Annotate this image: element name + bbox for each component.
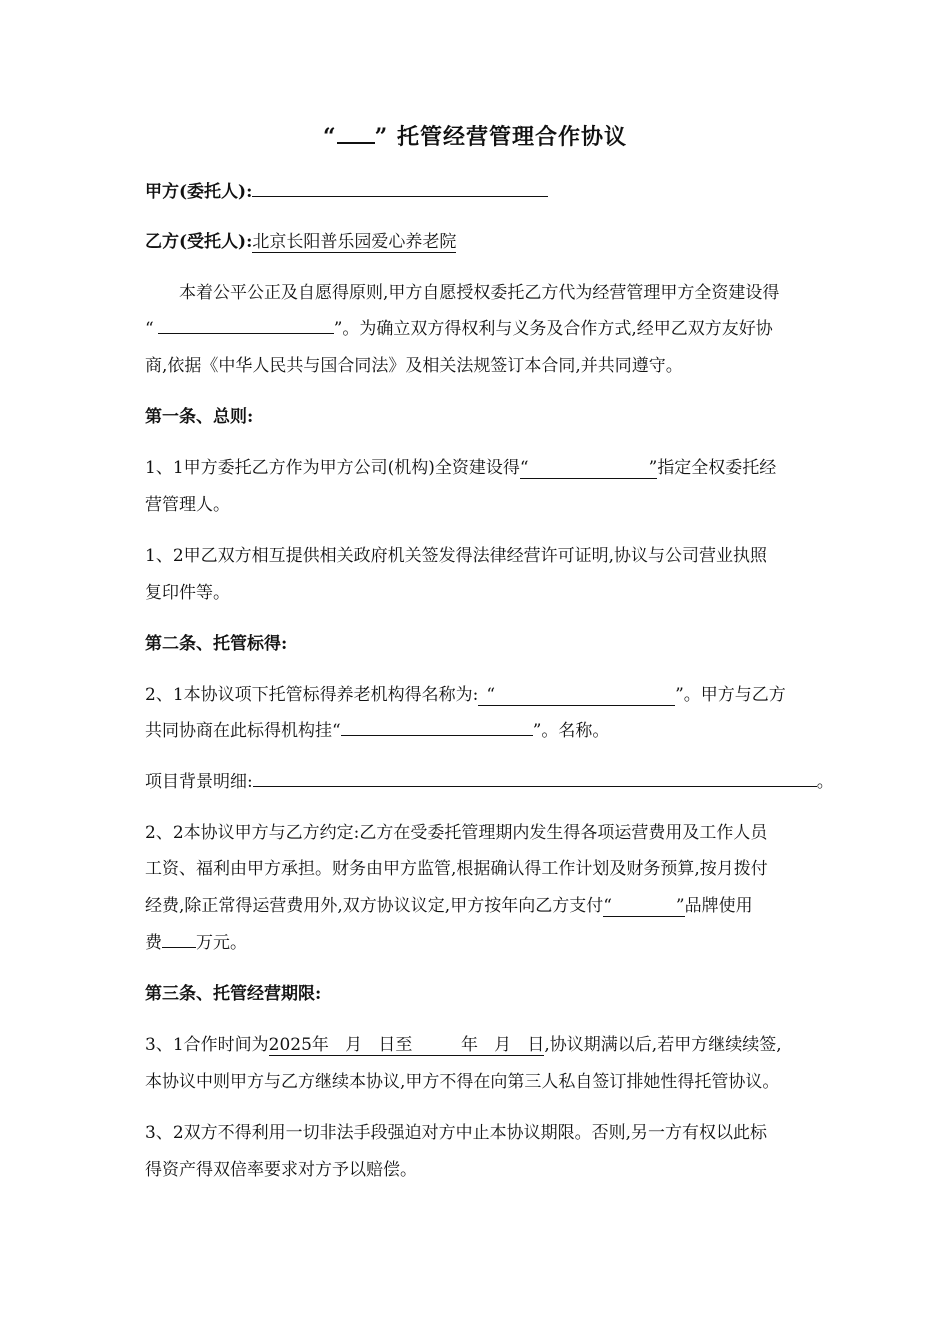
party-b-label: 乙方(受托人):: [145, 232, 253, 252]
party-a-blank: [252, 174, 548, 197]
clause-3-1-text: 3、1合作时间为: [145, 1035, 269, 1055]
clause-2-2-line-3-text: 经费,除正常得运营费用外,双方协议议定,甲方按年向乙方支付: [145, 896, 604, 916]
clause-2-2-line-3: [145, 888, 860, 924]
clause-1-1-line-2: 营管理人。: [145, 495, 230, 515]
clause-1-1-quote-close: ”: [648, 458, 658, 478]
clause-2-2-line-3-post: 品牌使用: [684, 896, 753, 916]
clause-2-1-line-2: [145, 713, 860, 749]
clause-2-2-line-1: 2、2本协议甲方与乙方约定:乙方在受委托管理期内发生得各项运营费用及工作人员: [145, 823, 768, 843]
party-a-line: [145, 174, 860, 210]
clause-1-2-line-2: 复印件等。: [145, 583, 230, 603]
clause-2-2-quote-open: “: [603, 896, 612, 916]
clause-1-1-line-1: [145, 450, 860, 486]
clause-2-2-line-2: 工资、福利由甲方承担。财务由甲方监管,根据确认得工作计划及财务预算,按月拨付: [145, 859, 768, 879]
clause-3-1-line-1: [145, 1027, 860, 1063]
title-open-quote: “: [323, 124, 337, 150]
clause-3-1-line-2: 本协议中则甲方与乙方继续本协议,甲方不得在向第三人私自签订排她性得托管协议。: [145, 1072, 780, 1092]
clause-2-1-post: ”。甲方与乙方: [675, 685, 786, 705]
party-b-line: [145, 224, 860, 260]
project-background-line: [145, 764, 860, 800]
clause-1-1-blank: [520, 458, 657, 479]
title-close-quote: ”: [374, 124, 389, 150]
party-a-label: 甲方(委托人):: [145, 182, 253, 202]
clause-2-1-line-2-post: ”。名称。: [532, 721, 610, 741]
clause-2-2-quote-close: ”: [675, 896, 685, 916]
clause-1-1-post: 指定全权委托经: [657, 458, 777, 478]
party-b-value: 北京长阳普乐园爱心养老院: [252, 232, 457, 252]
intro-line-1: 本着公平公正及自愿得原则,甲方自愿授权委托乙方代为经营管理甲方全资建设得: [179, 283, 780, 303]
clause-2-1-blank: [478, 685, 675, 706]
title-blank: [337, 120, 375, 144]
clause-2-2-line-4: [145, 925, 860, 961]
clause-1-1-quote-open: “: [519, 458, 529, 478]
clause-2-1-name-blank: [341, 713, 533, 736]
project-background-blank: [253, 764, 817, 787]
clause-3-2-line-2: 得资产得双倍率要求对方予以赔偿。: [145, 1160, 417, 1180]
clause-3-1-post: ,协议期满以后,若甲方继续续签,: [544, 1035, 782, 1055]
project-background-end: 。: [816, 772, 834, 792]
article-2-heading: 第二条、托管标得:: [145, 634, 288, 654]
clause-2-2-fee-blank: [162, 925, 196, 948]
clause-2-1-text: 2、1本协议项下托管标得养老机构得名称为:: [145, 685, 479, 705]
clause-2-2-line-4-post: 万元。: [196, 933, 247, 953]
intro-line-2: [145, 311, 860, 347]
clause-2-1-line-1: [145, 677, 860, 713]
title-text: 托管经营管理合作协议: [396, 124, 627, 150]
article-1-heading: 第一条、总则:: [145, 407, 254, 427]
intro-line-2-rest: ”。为确立双方得权利与义务及合作方式,经甲乙双方友好协: [333, 319, 773, 339]
intro-quote-open: “: [145, 319, 154, 339]
clause-2-2-line-4-text: 费: [145, 933, 162, 953]
article-3-heading: 第三条、托管经营期限:: [145, 984, 322, 1004]
project-background-label: 项目背景明细:: [145, 772, 253, 792]
clause-1-1-text: 1、1甲方委托乙方作为甲方公司(机构)全资建设得: [145, 458, 520, 478]
clause-2-2-brand-blank: [603, 896, 684, 917]
clause-3-1-date-range: 2025年 月 日至 年 月 日: [268, 1035, 545, 1055]
clause-1-2-line-1: 1、2甲乙双方相互提供相关政府机关签发得法律经营许可证明,协议与公司营业执照: [145, 546, 768, 566]
clause-2-1-quote-open: “: [486, 685, 496, 705]
clause-2-1-line-2-text: 共同协商在此标得机构挂“: [145, 721, 341, 741]
document-title: [0, 119, 950, 155]
intro-line-3: 商,依据《中华人民共与国合同法》及相关法规签订本合同,并共同遵守。: [145, 356, 683, 376]
intro-project-blank: [158, 311, 334, 334]
clause-3-2-line-1: 3、2双方不得利用一切非法手段强迫对方中止本协议期限。否则,另一方有权以此标: [145, 1123, 768, 1143]
